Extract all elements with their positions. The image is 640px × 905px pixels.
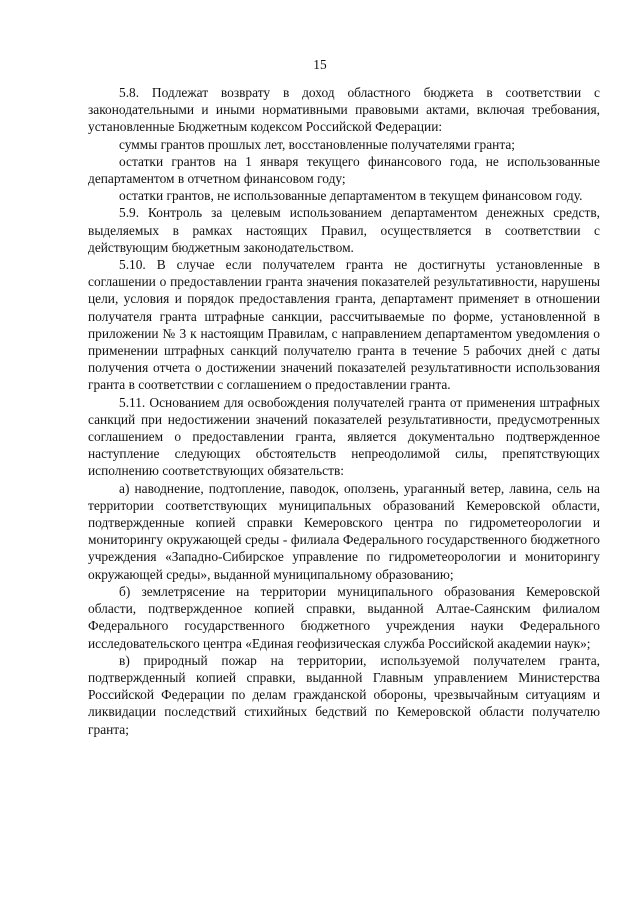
paragraph-5-11-item-v: в) природный пожар на территории, используемой получателем гранта, подтвержденный копией справки, выданной Главным управлением Министерства Российской Федерации по делам гражданской обороны, чрезвычайным ситуациям и ликвидации последствий стихийных бедствий по Кемеровской области получателю гранта;: [88, 652, 600, 737]
paragraph-5-11: 5.11. Основанием для освобождения получателей гранта от применения штрафных санкций при недостижении значений показателей результативности, предусмотренных соглашением о предоставлении гранта, является документально подтвержденное наступление следующих обстоятельств непреодолимой силы, препятствующих исполнению соответствующих обязательств:: [88, 394, 600, 479]
paragraph-5-11-item-a: а) наводнение, подтопление, паводок, оползень, ураганный ветер, лавина, сель на территории соответствующих муниципальных образований Кемеровской области, подтвержденные копией справки Кемеровского центра по гидрометеорологии и мониторингу окружающей среды - филиала Федерального государственного бюджетного учреждения «Западно-Сибирское управление по гидрометеорологии и мониторингу окружающей среды», выданной муниципальному образованию;: [88, 480, 600, 582]
paragraph-5-9: 5.9. Контроль за целевым использованием департаментом денежных средств, выделяемых в рамках настоящих Правил, осуществляется в соответствии с действующим бюджетным законодательством.: [88, 205, 600, 255]
paragraph-5-8: 5.8. Подлежат возврату в доход областного бюджета в соответствии с законодательными и иными нормативными правовыми актами, включая требования, установленные Бюджетным кодексом Российской Федерации:: [88, 85, 600, 135]
paragraph-5-8-item-1: суммы грантов прошлых лет, восстановленные получателями гранта;: [119, 136, 516, 152]
paragraph-5-10: 5.10. В случае если получателем гранта не достигнуты установленные в соглашении о предоставлении гранта значения показателей результативности, нарушены цели, условия и порядок предоставления гранта, департамент применяет в отношении получателя гранта штрафные санкции, рассчитываемые по форме, установленной в приложении № 3 к настоящим Правилам, с направлением департаментом уведомления о применении штрафных санкций получателю гранта в течение 5 рабочих дней с даты получения отчета о достижении значений показателей результативности использования гранта в соответствии с соглашением о предоставлении гранта.: [88, 257, 600, 393]
paragraph-5-11-item-b: б) землетрясение на территории муниципального образования Кемеровской области, подтвержденное копией справки, выданной Алтае-Саянским филиалом Федерального государственного бюджетного учреждения науки Федерального исследовательского центра «Единая геофизическая служба Российской академии наук»;: [88, 583, 600, 651]
paragraph-5-8-item-3: остатки грантов, не использованные департаментом в текущем финансовом году.: [119, 188, 583, 204]
body-text: [88, 84, 600, 738]
paragraph-5-8-item-2: остатки грантов на 1 января текущего финансового года, не использованные департаментом в отчетном финансовом году;: [88, 153, 600, 187]
page-number: 15: [313, 57, 327, 72]
